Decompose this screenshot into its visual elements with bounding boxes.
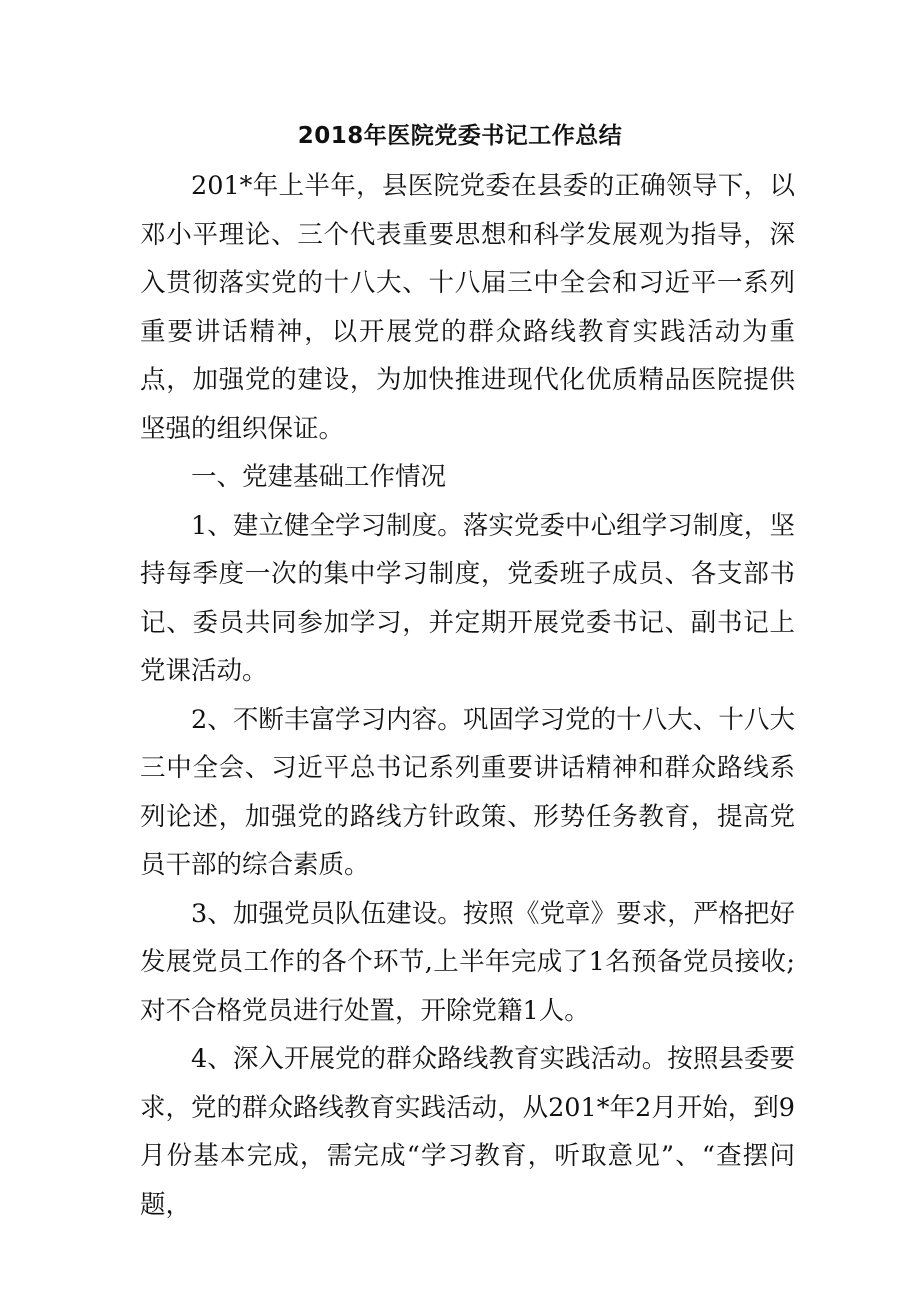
paragraph-item-2: 2、不断丰富学习内容。巩固学习党的十八大、十八大三中全会、习近平总书记系列重要讲话精神和群众路线系列论述，加强党的路线方针政策、形势任务教育，提高党员干部的综合素质。	[140, 704, 795, 880]
section-heading: 一、党建基础工作情况	[191, 462, 447, 492]
paragraph-item-1: 1、建立健全学习制度。落实党委中心组学习制度，坚持每季度一次的集中学习制度，党委班子成员、各支部书记、委员共同参加学习，并定期开展党委书记、副书记上党课活动。	[140, 510, 795, 686]
paragraph-item-4: 4、深入开展党的群众路线教育实践活动。按照县委要求，党的群众路线教育实践活动，从201*年2月开始，到9月份基本完成，需完成“学习教育，听取意见”、“查摆问题，	[140, 1044, 795, 1220]
document-title: 2018年医院党委书记工作总结	[297, 123, 623, 149]
paragraph-item-3: 3、加强党员队伍建设。按照《党章》要求，严格把好发展党员工作的各个环节,上半年完成了1名预备党员接收;对不合格党员进行处置，开除党籍1人。	[140, 898, 795, 1026]
document-body	[140, 162, 795, 1229]
paragraph-intro: 201*年上半年，县医院党委在县委的正确领导下，以邓小平理论、三个代表重要思想和科学发展观为指导，深入贯彻落实党的十八大、十八届三中全会和习近平一系列重要讲话精神，以开展党的群众路线教育实践活动为重点，加强党的建设，为加快推进现代化优质精品医院提供坚强的组织保证。	[140, 171, 795, 444]
